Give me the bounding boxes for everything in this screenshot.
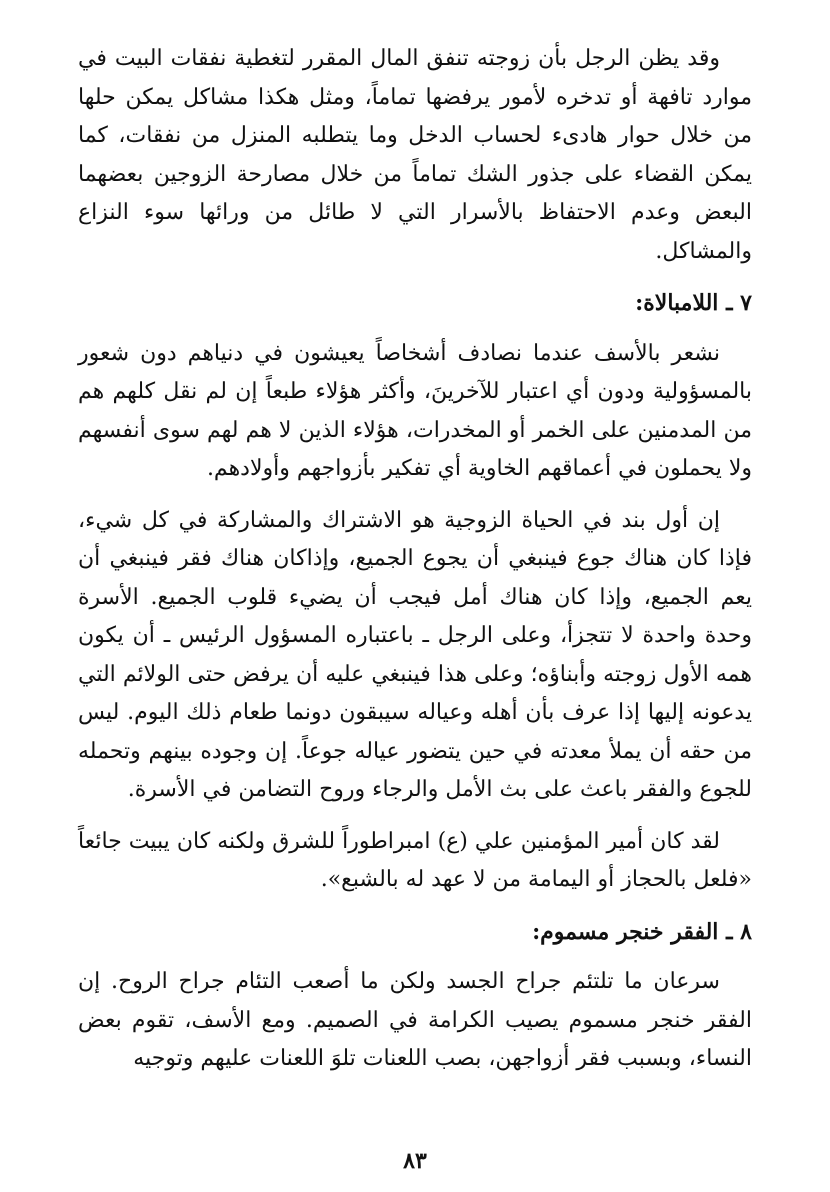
page-number: ٨٣ (403, 1148, 427, 1174)
paragraph-irresponsibility: نشعر بالأسف عندما نصادف أشخاصاً يعيشون في دنياهم دون شعور بالمسؤولية ودون أي اعتبار للآخرينَ، وأكثر هؤلاء طبعاً إن لم نقل كلهم هم من المدمنين على الخمر أو المخدرات، هؤلاء الذين لا هم لهم سوى أنفسهم ولا يحملون في أعماقهم الخاوية أي تفكير بأزواجهم وأولادهم. (78, 340, 752, 481)
section-heading-poverty-dagger: ٨ ـ الفقر خنجر مسموم: (532, 918, 752, 945)
paragraph-sharing-in-marriage: إن أول بند في الحياة الزوجية هو الاشتراك والمشاركة في كل شيء، فإذا كان هناك جوع فينبغي أن يجوع الجميع، وإذاكان هناك فقر فينبغي أن يعم الجميع، وإذا كان هناك أمل فيجب أن يضيء قلوب الجميع. الأسرة وحدة واحدة لا تتجزأ، وعلى الرجل ـ باعتباره المسؤول الرئيس ـ أن يكون همه الأول زوجته وأبناؤه؛ وعلى هذا فينبغي عليه أن يرفض حتى الولائم التي يدعونه إليها إذا عرف بأن أهله وعياله سيبقون دونما طعام ذلك اليوم. ليس من حقه أن يملأ معدته في حين يتضور عياله جوعاً. إن وجوده بينهم وتحمله للجوع والفقر باعث على بث الأمل والرجاء وروح التضامن في الأسرة. (78, 507, 752, 802)
page-body (78, 40, 752, 1092)
paragraph-ali-example: لقد كان أمير المؤمنين علي (ع) امبراطوراً للشرق ولكنه كان يبيت جائعاً «فلعل بالحجاز أو اليمامة من لا عهد له بالشبع». (78, 828, 752, 892)
section-heading-indifference: ٧ ـ اللامبالاة: (635, 290, 752, 316)
paragraph-poverty-wounds: سرعان ما تلتئم جراح الجسد ولكن ما أصعب التئام جراح الروح. إن الفقر خنجر مسموم يصيب الكرامة في الصميم. ومع الأسف، تقوم بعض النساء، وبسبب فقر أزواجهن، بصب اللعنات تلوَ اللعنات عليهم وتوجيه (78, 969, 752, 1071)
paragraph-household-expenses: وقد يظن الرجل بأن زوجته تنفق المال المقرر لتغطية نفقات البيت في موارد تافهة أو تدخره لأمور يرفضها تماماً، ومثل هكذا مشاكل يمكن حلها من خلال حوار هادىء لحساب الدخل وما يتطلبه المنزل من نفقات، كما يمكن القضاء على جذور الشك تماماً من خلال مصارحة الزوجين بعضهما البعض وعدم الاحتفاظ بالأسرار التي لا طائل من ورائها سوء النزاع والمشاكل. (78, 46, 752, 264)
